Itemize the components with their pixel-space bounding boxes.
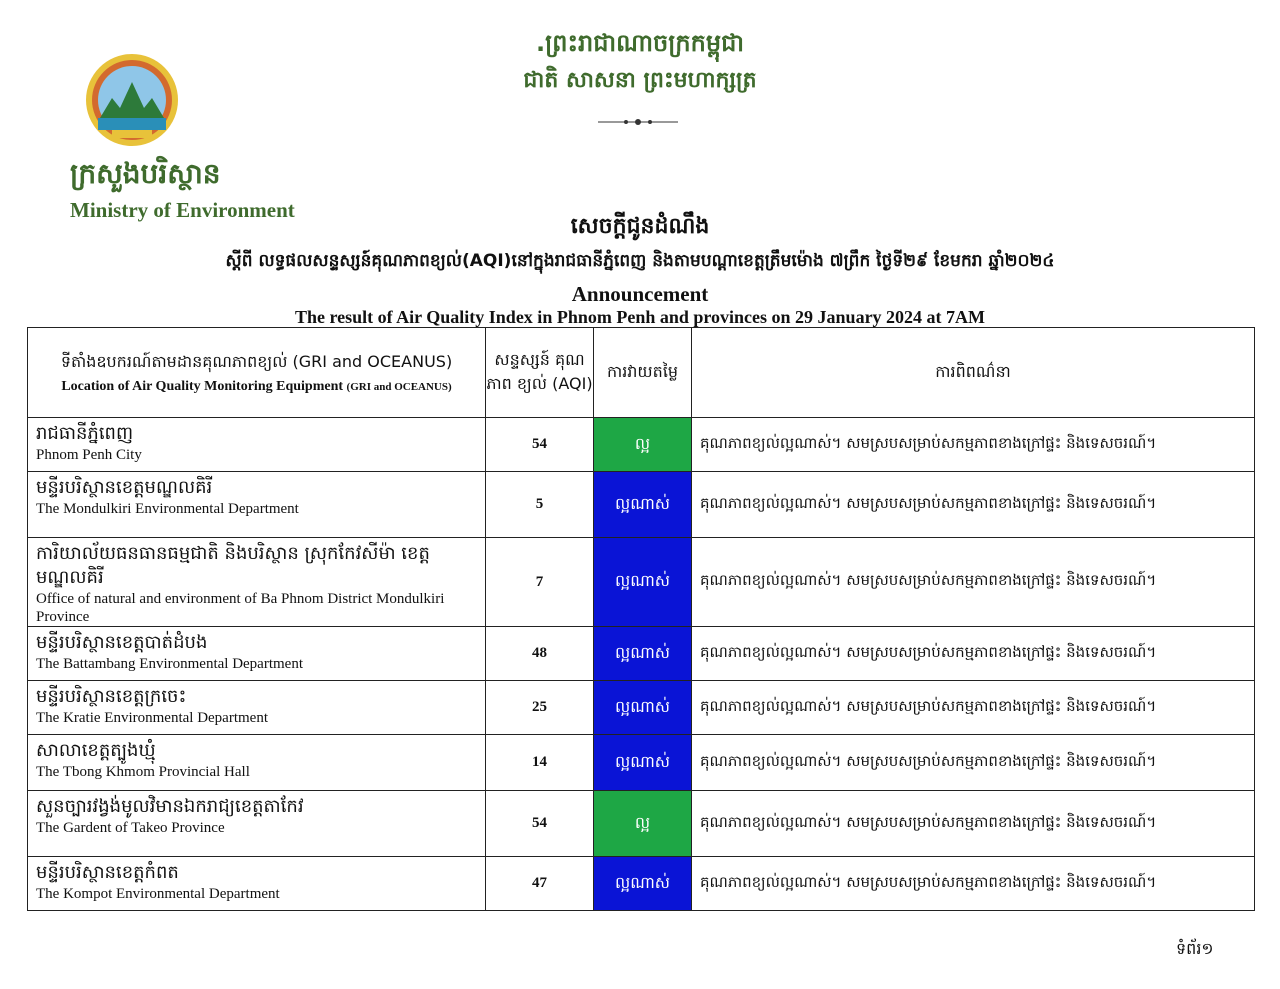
table-row <box>28 857 1255 911</box>
evaluation-badge: ល្អ <box>594 418 692 472</box>
location-cell <box>28 418 486 472</box>
ornament-divider-icon <box>598 116 678 128</box>
aqi-value: 47 <box>486 857 594 911</box>
location-cell <box>28 735 486 791</box>
description-cell: គុណភាពខ្យល់ល្អណាស់។ សមស្របសម្រាប់សកម្មភាពខាងក្រៅផ្ទះ និងទេសចរណ៍។ <box>692 681 1255 735</box>
evaluation-badge: ល្អណាស់ <box>594 627 692 681</box>
evaluation-badge: ល្អ <box>594 791 692 857</box>
table-header-row <box>28 328 1255 418</box>
location-header <box>28 328 486 418</box>
national-motto: ជាតិ សាសនា ព្រះមហាក្សត្រ <box>523 68 757 93</box>
location-name-kh: មន្ទីរបរិស្ថានខេត្តមណ្ឌលគិរី <box>36 477 213 498</box>
announcement-title-kh: សេចក្តីជូនដំណឹង <box>570 214 710 239</box>
location-cell <box>28 627 486 681</box>
announcement-title-en: Announcement <box>571 282 709 306</box>
location-cell <box>28 681 486 735</box>
aqi-value: 25 <box>486 681 594 735</box>
announcement-subject-en: The result of Air Quality Index in Phnom Penh and provinces on 29 January 2024 at 7AM <box>294 307 986 327</box>
description-cell: គុណភាពខ្យល់ល្អណាស់។ សមស្របសម្រាប់សកម្មភាពខាងក្រៅផ្ទះ និងទេសចរណ៍។ <box>692 418 1255 472</box>
location-cell <box>28 857 486 911</box>
aqi-table <box>27 327 1255 911</box>
evaluation-badge: ល្អណាស់ <box>594 472 692 538</box>
table-row <box>28 735 1255 791</box>
location-name-kh: មន្ទីរបរិស្ថានខេត្តកំពត <box>36 862 179 883</box>
table-row <box>28 538 1255 627</box>
evaluation-badge: ល្អណាស់ <box>594 681 692 735</box>
table-row <box>28 681 1255 735</box>
ministry-logo-icon <box>82 52 182 148</box>
location-name-en: Phnom Penh City <box>36 447 142 463</box>
location-name-en: The Battambang Environmental Department <box>36 656 303 672</box>
location-cell <box>28 791 486 857</box>
location-cell <box>28 538 486 627</box>
aqi-value: 5 <box>486 472 594 538</box>
aqi-value: 14 <box>486 735 594 791</box>
description-cell: គុណភាពខ្យល់ល្អណាស់។ សមស្របសម្រាប់សកម្មភាពខាងក្រៅផ្ទះ និងទេសចរណ៍។ <box>692 538 1255 627</box>
aqi-value: 7 <box>486 538 594 627</box>
table-row <box>28 418 1255 472</box>
evaluation-badge: ល្អណាស់ <box>594 735 692 791</box>
description-cell: គុណភាពខ្យល់ល្អណាស់។ សមស្របសម្រាប់សកម្មភាពខាងក្រៅផ្ទះ និងទេសចរណ៍។ <box>692 472 1255 538</box>
aqi-value: 48 <box>486 627 594 681</box>
location-name-kh: សាលាខេត្តត្បូងឃ្មុំ <box>36 740 156 761</box>
aqi-value: 54 <box>486 418 594 472</box>
description-cell: គុណភាពខ្យល់ល្អណាស់។ សមស្របសម្រាប់សកម្មភាពខាងក្រៅផ្ទះ និងទេសចរណ៍។ <box>692 735 1255 791</box>
description-cell: គុណភាពខ្យល់ល្អណាស់។ សមស្របសម្រាប់សកម្មភាពខាងក្រៅផ្ទះ និងទេសចរណ៍។ <box>692 791 1255 857</box>
evaluation-badge: ល្អណាស់ <box>594 857 692 911</box>
location-name-kh: រាជធានីភ្នំពេញ <box>36 423 134 444</box>
aqi-value: 54 <box>486 791 594 857</box>
location-name-en: The Tbong Khmom Provincial Hall <box>36 764 250 780</box>
description-cell: គុណភាពខ្យល់ល្អណាស់។ សមស្របសម្រាប់សកម្មភាពខាងក្រៅផ្ទះ និងទេសចរណ៍។ <box>692 627 1255 681</box>
ministry-name-kh: ក្រសួងបរិស្ថាន <box>70 157 221 190</box>
aqi-header: សន្ទស្សន៍ គុណភាព ខ្យល់ (AQI) <box>486 328 594 418</box>
location-name-en: The Gardent of Takeo Province <box>36 820 225 836</box>
description-cell: គុណភាពខ្យល់ល្អណាស់។ សមស្របសម្រាប់សកម្មភាពខាងក្រៅផ្ទះ និងទេសចរណ៍។ <box>692 857 1255 911</box>
location-cell <box>28 472 486 538</box>
table-row <box>28 791 1255 857</box>
announcement-subject-kh: ស្តីពី លទ្ធផលសន្ទស្សន៍គុណភាពខ្យល់(AQI)នៅក្នុងរាជធានីភ្នំពេញ និងតាមបណ្តាខេត្តត្រឹមម៉ោង ៧ព្រឹក ថ្ងៃទី២៩ ខែមករា ឆ្នាំ២០២៤ <box>225 251 1055 271</box>
evaluation-header: ការវាយតម្លៃ <box>594 328 692 418</box>
location-name-kh: មន្ទីរបរិស្ថានខេត្តបាត់ដំបង <box>36 632 208 653</box>
page-number: ទំព័រ១ <box>1176 939 1214 958</box>
location-name-en: The Kratie Environmental Department <box>36 710 268 726</box>
ministry-name-en: Ministry of Environment <box>70 198 295 222</box>
location-name-kh: សួនច្បារវង្វង់មូលវិមានឯករាជ្យខេត្តតាកែវ <box>36 796 304 817</box>
location-header-en: Location of Air Quality Monitoring Equipment (GRI and OCEANUS) <box>61 378 452 394</box>
kingdom-title: .ព្រះរាជាណាចក្រកម្ពុជា <box>536 29 744 57</box>
location-name-en: Office of natural and environment of Ba Phnom District Mondulkiri Province <box>36 591 445 625</box>
evaluation-badge: ល្អណាស់ <box>594 538 692 627</box>
description-header: ការពិពណ៌នា <box>692 328 1255 418</box>
location-name-en: The Mondulkiri Environmental Department <box>36 501 299 517</box>
table-row <box>28 472 1255 538</box>
location-header-kh: ទីតាំងឧបករណ៍តាមដានគុណភាពខ្យល់ (GRI and OCEANUS) <box>60 351 453 371</box>
location-name-en: The Kompot Environmental Department <box>36 886 280 902</box>
table-row <box>28 627 1255 681</box>
location-name-kh: មន្ទីរបរិស្ថានខេត្តក្រចេះ <box>36 686 187 707</box>
location-name-kh: ការិយាល័យធនធានធម្មជាតិ និងបរិស្ថាន ស្រុកកែវសីម៉ា ខេត្តមណ្ឌលគិរី <box>36 543 430 588</box>
